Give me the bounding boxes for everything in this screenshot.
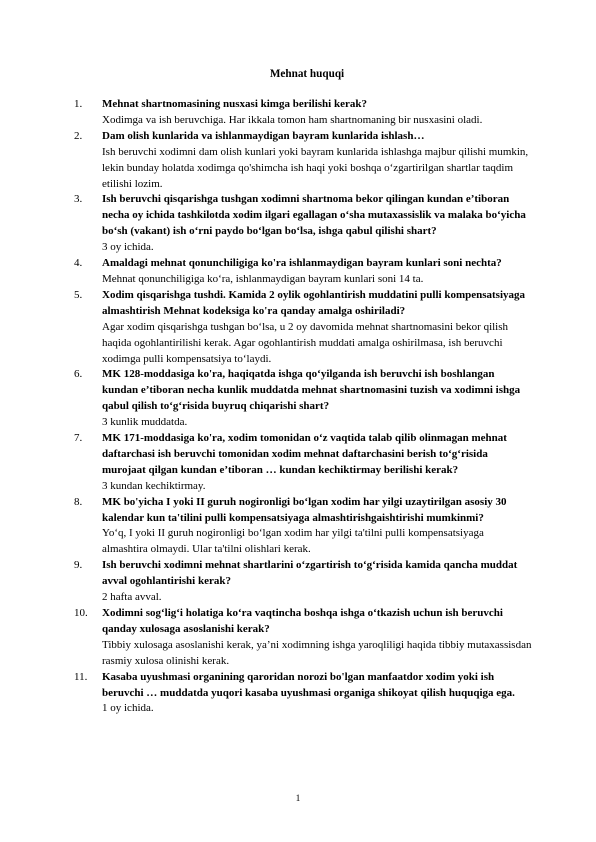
list-item (74, 129, 532, 193)
list-item (74, 606, 532, 670)
question-text: Xodimni sog‘lig‘i holatiga ko‘ra vaqtincha boshqa ishga o‘tkazish uchun ish beruvchi qanday xulosaga asoslanishi kerak? (102, 607, 503, 635)
answer-text: Mehnat qonunchiligiga ko‘ra, ishlanmaydigan bayram kunlari soni 14 ta. (102, 272, 424, 285)
list-item (74, 256, 532, 288)
question-text: Dam olish kunlarida va ishlanmaydigan bayram kunlarida ishlash… (102, 129, 425, 142)
answer-text: 3 kundan kechiktirmay. (102, 479, 206, 492)
list-item (74, 670, 532, 718)
item-number: 6. (74, 368, 83, 381)
item-number: 4. (74, 257, 83, 270)
question-text: MK 128-moddasiga ko'ra, haqiqatda ishga qo‘yilganda ish beruvchi ish boshlangan kundan e’tiboran necha kunlik muddatda mehnat shartnomasini tuzish va xodimni ishga qabul qilish to‘g‘risida buyruq chiqarishi shart? (102, 368, 521, 413)
list-item (74, 288, 532, 368)
answer-text: Ish beruvchi xodimni dam olish kunlari yoki bayram kunlarida ishlashga majbur qilishi mumkin, lekin bunday holatda xodimga qo'shimcha ish haqi yoki boshqa o‘zgartirilgan shartlar taqdim etilishi lozim. (102, 145, 529, 190)
page-number: 1 (295, 794, 301, 804)
list-item (74, 367, 532, 431)
answer-text: Xodimga va ish beruvchiga. Har ikkala tomon ham shartnomaning bir nusxasini oladi. (102, 113, 483, 126)
list-item (74, 431, 532, 495)
item-number: 9. (74, 559, 83, 572)
question-text: MK bo'yicha I yoki II guruh nogironligi bo‘lgan xodim har yilgi uzaytirilgan asosiy 30 kalendar kun ta'tilini pulli kompensatsiyaga almashtirishgaishtirishi mumkinmi? (102, 495, 507, 524)
answer-text: Agar xodim qisqarishga tushgan bo‘lsa, u 2 oy davomida mehnat shartnomasini bekor qilish haqida ogohlantirilishi kerak. Agar ogohlantirish muddati amalga oshirilmasa, ish beruvchi xodimga pulli kompensatsiya to‘laydi. (102, 320, 509, 365)
item-number: 3. (74, 193, 83, 206)
item-number: 11. (74, 670, 88, 683)
item-number: 2. (74, 129, 83, 142)
list-item (74, 97, 532, 129)
item-number: 8. (74, 495, 83, 508)
question-text: Amaldagi mehnat qonunchiligiga ko'ra ishlanmaydigan bayram kunlari soni nechta? (102, 257, 502, 270)
question-text: Xodim qisqarishga tushdi. Kamida 2 oylik ogohlantirish muddatini pulli kompensatsiyaga almashtirish Mehnat kodeksiga ko'ra qanday amalga oshiriladi? (102, 288, 526, 317)
list-item (74, 495, 532, 559)
answer-text: 1 oy ichida. (102, 702, 154, 715)
question-text: Ish beruvchi xodimni mehnat shartlarini o‘zgartirish to‘g‘risida kamida qancha muddat avval ogohlantirishi kerak? (102, 559, 518, 588)
list-item (74, 558, 532, 606)
answer-text: 3 oy ichida. (102, 241, 154, 254)
item-number: 7. (74, 432, 83, 445)
answer-text: Yo‘q, I yoki II guruh nogironligi bo‘lgan xodim har yilgi ta'tilni pulli kompensatsiyaga almashtira olmaydi. Ular ta'tilni olishlari kerak. (102, 527, 484, 556)
question-text: MK 171-moddasiga ko'ra, xodim tomonidan o‘z vaqtida talab qilib olinmagan mehnat daftarchasi ish beruvchi tomonidan xodim mehnat daftarchasini berish to‘g‘risida murojaat qilgan kundan e’tiboran … kundan kechiktirmay berilishi kerak? (102, 432, 507, 476)
answer-text: Tibbiy xulosaga asoslanishi kerak, ya’ni xodimning ishga yaroqliligi haqida tibbiy mutaxassisdan rasmiy xulosa olinishi kerak. (102, 638, 532, 667)
item-number: 10. (74, 607, 88, 619)
item-number: 1. (74, 98, 83, 110)
answer-text: 2 hafta avval. (102, 591, 162, 604)
question-list (74, 97, 532, 717)
page-title: Mehnat huquqi (269, 68, 345, 80)
question-text: Ish beruvchi qisqarishga tushgan xodimni shartnoma bekor qilingan kundan e’tiboran necha oy ichida tashkilotda xodim ilgari egallagan o‘sha mutaxassislik va malaka bo‘yicha bo‘sh (vakant) ish o‘rni paydo bo‘lgan bo‘lsa, ishga qabul qilishi shart? (102, 193, 526, 238)
question-text: Mehnat shartnomasining nusxasi kimga berilishi kerak? (102, 98, 367, 110)
item-number: 5. (74, 288, 83, 301)
question-text: Kasaba uyushmasi organining qaroridan norozi bo'lgan manfaatdor xodim yoki ish beruvchi … muddatda yuqori kasaba uyushmasi organiga shikoyat qilish huquqiga ega. (102, 670, 515, 699)
list-item (74, 192, 532, 256)
answer-text: 3 kunlik muddatda. (102, 416, 188, 429)
